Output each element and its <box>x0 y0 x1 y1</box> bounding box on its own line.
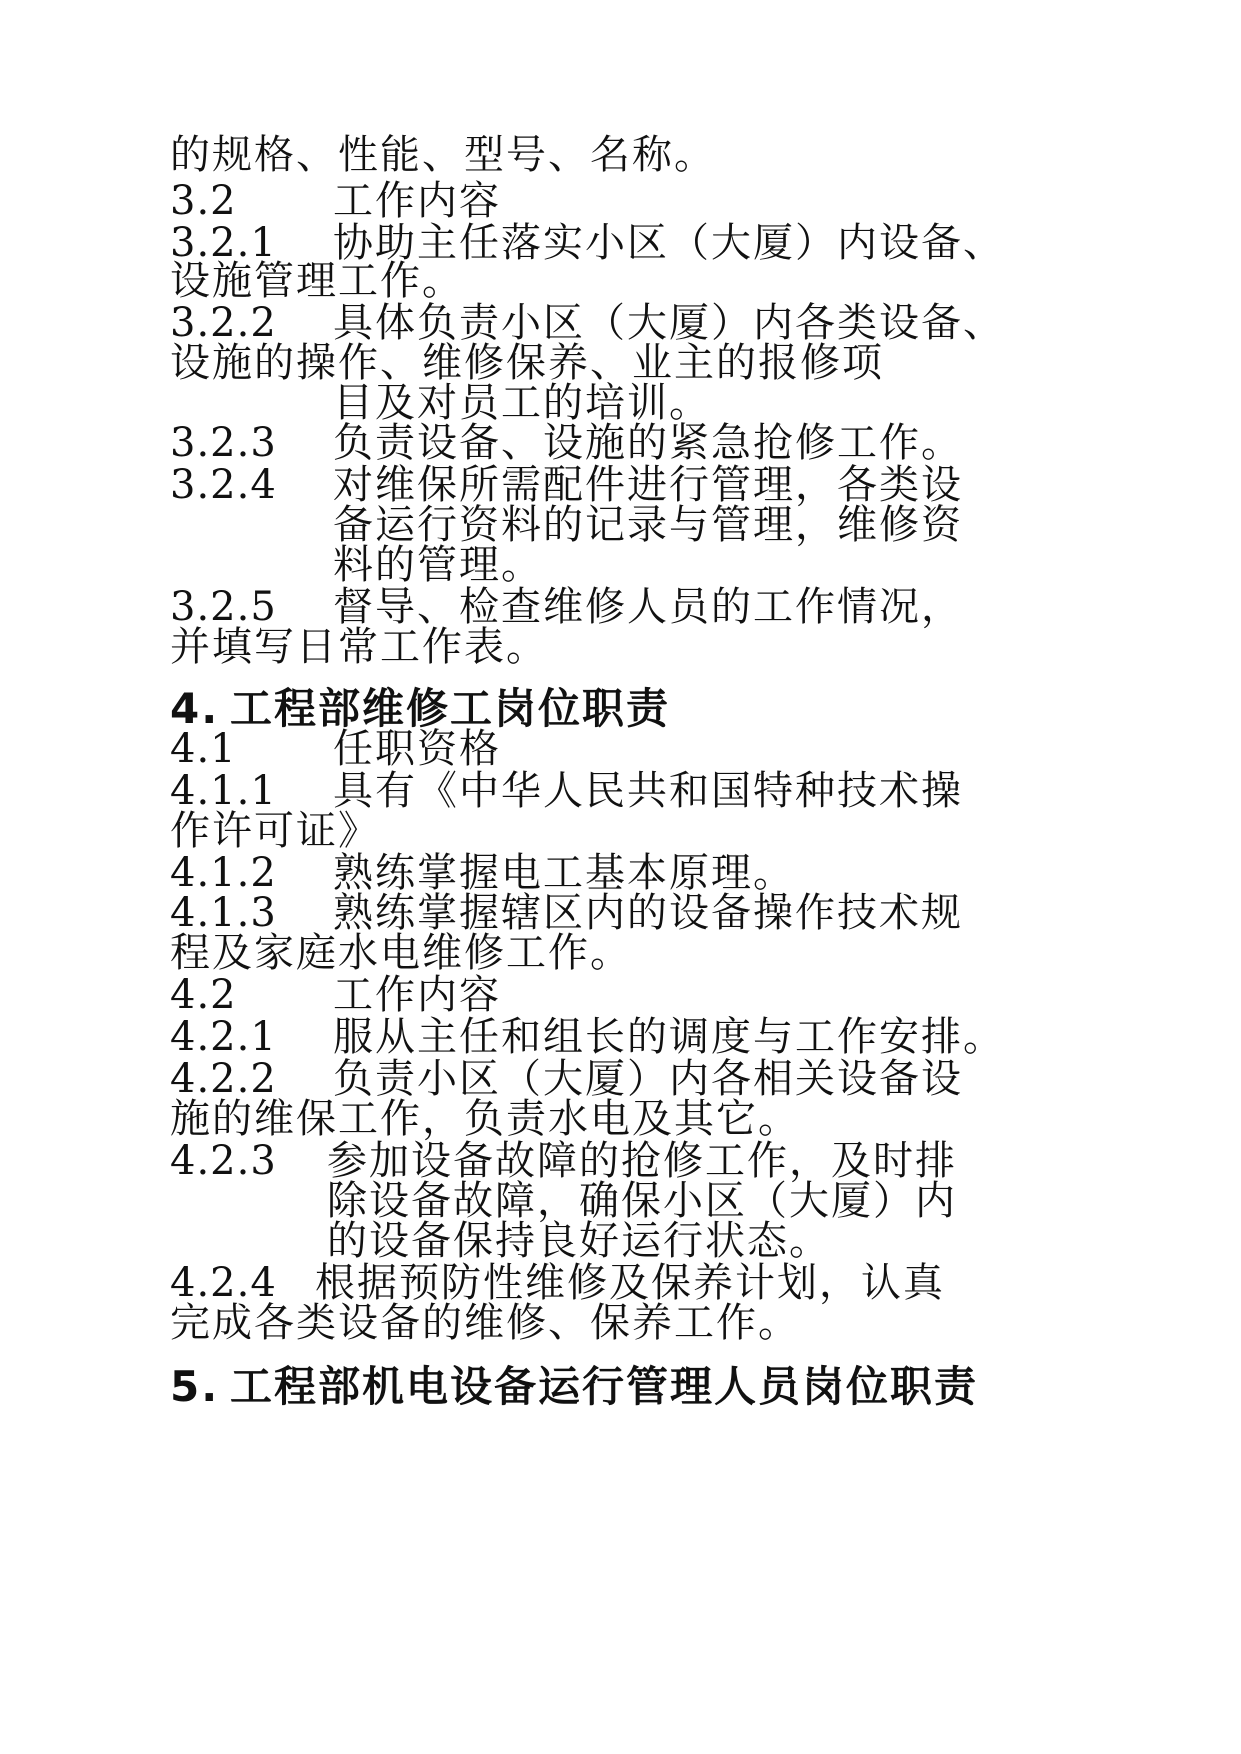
item-text: 具体负责小区（大厦）内各类设备、 <box>333 300 1005 346</box>
section-title: 任职资格 <box>333 726 501 772</box>
item-number: 3.2.3 <box>170 420 277 466</box>
item-text-continued: 除设备故障，确保小区（大厦）内 <box>327 1178 957 1224</box>
item-text: 负责小区（大厦）内各相关设备设 <box>333 1056 963 1102</box>
item-text-continued: 的设备保持良好运行状态。 <box>327 1218 831 1264</box>
item-number: 4.2.2 <box>170 1056 277 1102</box>
item-text-continued: 设施的操作、维修保养、业主的报修项 <box>170 340 884 386</box>
item-number: 4.2.1 <box>170 1014 277 1060</box>
item-text-continued: 设施管理工作。 <box>170 258 464 304</box>
item-number: 4.2.3 <box>170 1138 277 1184</box>
item-number: 4.1.3 <box>170 890 277 936</box>
item-text-continued: 程及家庭水电维修工作。 <box>170 930 632 976</box>
section-number: 4.1 <box>170 726 237 772</box>
item-number: 4.2.4 <box>170 1260 277 1306</box>
item-text: 熟练掌握辖区内的设备操作技术规 <box>333 890 963 936</box>
item-number: 3.2.2 <box>170 300 277 346</box>
item-text: 协助主任落实小区（大厦）内设备、 <box>333 220 1005 266</box>
section-number: 3.2 <box>170 178 237 224</box>
item-text-continued: 目及对员工的培训。 <box>333 380 711 426</box>
item-text: 具有《中华人民共和国特种技术操 <box>333 768 963 814</box>
item-text-continued: 并填写日常工作表。 <box>170 624 548 670</box>
item-text: 对维保所需配件进行管理，各类设 <box>333 462 963 508</box>
section-title: 工作内容 <box>333 178 501 224</box>
item-number: 3.2.5 <box>170 584 277 630</box>
item-number: 3.2.1 <box>170 220 277 266</box>
body-text: 的规格、性能、型号、名称。 <box>170 132 716 178</box>
item-number: 3.2.4 <box>170 462 277 508</box>
item-text-continued: 施的维保工作，负责水电及其它。 <box>170 1096 800 1142</box>
item-number: 4.1.2 <box>170 850 277 896</box>
heading-number: 4. <box>170 684 220 733</box>
section-title: 工作内容 <box>333 972 501 1018</box>
item-text: 负责设备、设施的紧急抢修工作。 <box>333 420 963 466</box>
section-number: 4.2 <box>170 972 237 1018</box>
item-text-continued: 作许可证》 <box>170 808 380 854</box>
item-text: 服从主任和组长的调度与工作安排。 <box>333 1014 1005 1060</box>
item-text-continued: 完成各类设备的维修、保养工作。 <box>170 1300 800 1346</box>
item-text: 督导、检查维修人员的工作情况， <box>333 584 963 630</box>
item-number: 4.1.1 <box>170 768 277 814</box>
heading-title: 工程部维修工岗位职责 <box>230 684 671 733</box>
item-text-continued: 备运行资料的记录与管理，维修资 <box>333 502 963 548</box>
heading-title: 工程部机电设备运行管理人员岗位职责 <box>230 1362 979 1411</box>
item-text: 熟练掌握电工基本原理。 <box>333 850 795 896</box>
item-text: 参加设备故障的抢修工作，及时排 <box>327 1138 957 1184</box>
item-text-continued: 料的管理。 <box>333 542 543 588</box>
heading-number: 5. <box>170 1362 220 1411</box>
item-text: 根据预防性维修及保养计划，认真 <box>315 1260 945 1306</box>
